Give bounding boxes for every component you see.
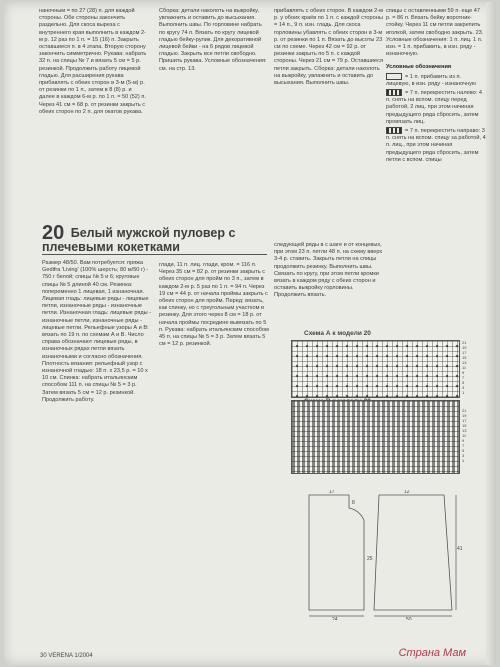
text-column-4-top xyxy=(386,8,486,165)
chart-row-number: 1 xyxy=(462,458,465,463)
chart-row-number: 21 xyxy=(462,408,467,413)
knitting-chart-b xyxy=(291,400,460,474)
chart-row-number: 9 xyxy=(462,370,465,375)
page-footer: 30 VERENA 1/2004 xyxy=(40,653,93,659)
cable-right-symbol-icon xyxy=(386,127,402,134)
chart-row-number: 15 xyxy=(462,423,467,428)
legend-item: = 7 п. перекрестить налево: 4 п. снять на вспом. спицу перед работой, 2 лиц. при этом начиная предыдущего ряда сбросить, затем провязать лиц. xyxy=(386,90,482,125)
magazine-page xyxy=(4,2,496,665)
chart-b-row-numbers xyxy=(462,408,466,463)
chart-row-number: 17 xyxy=(462,350,467,355)
text-column-1-top xyxy=(39,8,149,117)
paragraph: спицы с оставленными 59 п. еще 47 р. = 86 п. Вязать бейку воротник-стойку. Через 11 см петли закрепить иголкой, затем свободно закрыть. 23. Условные обозначения: 1 п. лиц. 1 п. изн. = 1 п. прибавить, в изн. ряду - изнаночную. xyxy=(386,8,484,58)
chart-row-number: 11 xyxy=(462,433,467,438)
pattern-label-c: 24 xyxy=(332,617,338,620)
pattern-label-b: 12 xyxy=(404,490,410,495)
chart-row-number: 21 xyxy=(462,340,467,345)
text-column-2-body xyxy=(159,262,269,349)
pattern-label-e: 41 xyxy=(457,546,463,552)
legend-item: = 7 п. перекрестить направо: 3 п. снять на вспом. спицу за работой, 4 п. лиц., при этом начиная предыдущего ряда сбросить, затем петли с вспом. спицы xyxy=(386,128,486,163)
chart-row-number: 13 xyxy=(462,428,467,433)
chart-row-number: 5 xyxy=(462,448,465,453)
legend-title: Условные обозначения xyxy=(386,64,452,71)
text-column-3-top xyxy=(274,8,384,88)
cable-left-symbol-icon xyxy=(386,89,402,96)
chart-row-number: 5 xyxy=(462,380,465,385)
chart-row-number: 9 xyxy=(462,438,465,443)
chart-row-number: 13 xyxy=(462,360,467,365)
text-column-2-top xyxy=(159,8,269,74)
paragraph: Сборка: детали наколоть на выкройку, увлажнить и оставить до высыхания. Выполнить швы. По горловине набрать по кругу 74 п. Вязать по кругу лицевой гладью бейку-рулик. Для декоративной лицевой бейки - на 6 рядов лицевой гладью. Закрыть все петли свободно. Пришить рукава. Условные обозначения: см. на стр. 13. xyxy=(159,8,267,72)
article-title: Белый мужской пуловер с плечевыми кокетками xyxy=(42,226,236,254)
paragraph: наночным = по 27 (28) п. для каждой стороны. Обе стороны закончить раздельно. Для скоса выреза с внутреннего края выполнить в каждом 2-м р. 12 раз по 1 п. = 15 (16) п. Закрыть оставшиеся п. в 4 этапа. Вторую сторону закончить симметрично. Рукава: набрать 32 п. на спицы № 7 и вязать 5 см = 5 р. резинкой. Продолжить работу лицевой гладью. Для расширения рукава прибавлять с обеих сторон в 3-м (5-м) р. от резинки по 1 п., затем в 8 (8) р. и далее в каждом 6-м р. по 1 п. = 50 (52) п. Через 41 см = 68 р. от резинки закрыть с обеих сторон по 2 п. для окатов рукава. xyxy=(39,8,147,115)
pattern-label-d: 50 xyxy=(406,617,412,620)
chart-a-title: Схема А к модели 20 xyxy=(304,330,371,337)
chart-row-number: 7 xyxy=(462,443,465,448)
chart-row-number: 19 xyxy=(462,345,467,350)
chart-row-number: 3 xyxy=(462,385,465,390)
chart-row-number: 19 xyxy=(462,413,467,418)
chart-row-number: 7 xyxy=(462,375,465,380)
text-column-3-body xyxy=(274,242,384,327)
chart-a-row-numbers xyxy=(462,340,466,395)
increase-symbol-icon xyxy=(386,73,402,80)
pattern-label-a: 17 xyxy=(329,490,335,495)
model-number: 20 xyxy=(42,222,65,244)
watermark: Страна Мам xyxy=(398,647,466,659)
pattern-label-f: 8 xyxy=(352,500,355,506)
garment-pattern-diagram xyxy=(304,490,464,620)
text-column-1-body xyxy=(42,260,152,405)
article-headline xyxy=(42,222,267,255)
paragraph: Размер 48/50. Вам потребуется: пряжа Gedifra 'Living' (100% шерсть; 80 м/50 г) - 750 г белой; спицы № 5 и 6; круговые спицы № 5 длиной 40 см. Резинка: попеременно 1 лицевая, 1 изнаночная. Лицевая гладь: лицевые ряды - лицевые петли, изнаночные ряды - изнаночные петли. Изнаночная гладь: лицевые ряды - изнаночные петли, изнаночные ряды - лицевые петли. Рельефные узоры А и В: вязать по 19 п. по схемам А и В. Число справа обозначают лицевые ряды, в изнаночных рядах петли вязать изнаночными и согласно обозначения. Плотность вязания: рельефный узор с изнаночной гладью: 18 п. x 23,5 р. = 10 x 10 см. Спинка: набрать итальянским способом 111 п. на спицы № 5 = 3 р. Затем вязать 5 см = 12 р. резинкой. Продолжить работу. xyxy=(42,260,152,403)
knitting-chart-a xyxy=(291,340,460,398)
chart-row-number: 3 xyxy=(462,453,465,458)
paragraph: следующей ряды в с шаге и от концевых, при этом 23 п. петли 48 п. на схему вверх 3-4 р. ставить. Закрыть петли на спицы продолжить резинку. Выполнить швы. Связать по кругу, при этом петли кромки вязать в каждом ряду с обеих сторон и оставить выкройку горловины. Продолжить вязать. xyxy=(274,242,383,299)
pattern-label-g: 25 xyxy=(367,556,373,562)
chart-row-number: 1 xyxy=(462,390,465,395)
paragraph: глади, 11 п. лиц. глади, кром. = 116 п. Через 35 см = 82 р. от резинки закрыть с обеих сторон для пройм по 3 п., затем в каждом 2-м р. 5 раз по 1 п. = 94 п. Через 19 см = 44 р. от начала проймы закрыть с обеих сторон для пройм. Перед: вязать, как спинку, но с треугольным участком в резинку. Для этого через 8 см = 18 р. от начала проймы посредине вывязать по 5 п. Рукава: набрать итальянским способом 45 п. на спицы № 5 = 3 р. Затем вязать 5 см = 12 р. резинкой. xyxy=(159,262,269,348)
chart-row-number: 11 xyxy=(462,365,467,370)
page-spine-shadow xyxy=(486,2,496,665)
chart-row-number: 17 xyxy=(462,418,467,423)
chart-row-number: 15 xyxy=(462,355,467,360)
paragraph: прибавлять с обеих сторон. В каждом 2-м р. у обоих краёв по 1 п. с каждой стороны = 14 п., 9 п. изн. гладь. Для скоса горловины убавлять с обеих сторон в 3-м р. от резинки по 1 п. Вязать до высоты 23 см по схеме. Через 42 см = 92 р. от резинки закрыть по 5 п. с каждой стороны. Через 21 см = 79 р. Оставшиеся петли закрыть. Сборка: детали наколоть на выкройку, увлажнить и оставить до высыхания. Выполнить швы. xyxy=(274,8,383,87)
legend-item: = 1 п. прибавить из п. лицевую, в изн. ряду - изнаночную xyxy=(386,73,477,87)
